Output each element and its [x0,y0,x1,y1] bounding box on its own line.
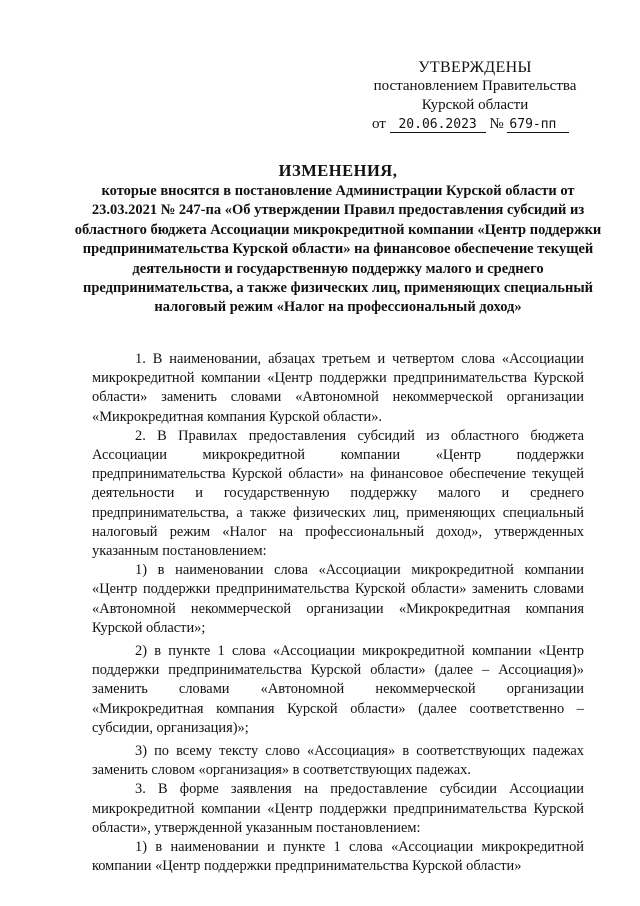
heading-subtitle: которые вносятся в постановление Администрации Курской области от 23.03.2021 № 247-па «Об утверждении Правил предоставления субсидий из областного бюджета Ассоциации микрокредитной компании «Центр поддержки предпринимательства Курской области» на финансовое обеспечение текущей деятельности и государственную поддержку малого и среднего предпринимательства, а также физических лиц, применяющих специальный налоговый режим «Налог на профессиональный доход» [74,183,602,316]
approval-date: 20.06.2023 [390,117,486,133]
paragraph-6: 3. В форме заявления на предоставление субсидии Ассоциации микрокредитной компании «Центр поддержки предпринимательства Курской области», утвержденной указанным постановлением: [92,781,584,836]
approval-line-2: Курской области [421,97,529,113]
date-prefix: от [372,116,386,132]
approval-date-line [364,115,586,134]
heading-title: ИЗМЕНЕНИЯ, [278,161,398,180]
approval-number: 679-пп [507,117,569,133]
paragraph-3: 1) в наименовании слова «Ассоциации микрокредитной компании «Центр поддержки предпринимательства Курской области» заменить словами «Автономной некоммерческой организации «Микрокредитная компания Курской области»; [92,562,584,636]
approval-line-1: постановлением Правительства [373,78,577,94]
approval-title: УТВЕРЖДЕНЫ [418,59,532,76]
paragraph-5: 3) по всему тексту слово «Ассоциация» в соответствующих падежах заменить словом «организация» в соответствующих падежах. [92,743,584,779]
document-heading [72,160,604,318]
paragraph-4: 2) в пункте 1 слова «Ассоциации микрокредитной компании «Центр поддержки предпринимательства Курской области» (далее – Ассоциация)» заменить словами «Автономной некоммерческой организации «Микрокредитная компания Курской области» (далее соответственно – субсидии, организация)»; [92,643,584,736]
approval-stamp [364,58,586,134]
paragraph-7: 1) в наименовании и пункте 1 слова «Ассоциации микрокредитной компании «Центр поддержки предпринимательства Курской области» [92,839,584,875]
paragraph-1: 1. В наименовании, абзацах третьем и четвертом слова «Ассоциации микрокредитной компании «Центр поддержки предпринимательства Курской области» заменить словами «Автономной некоммерческой организации «Микрокредитная компания Курской области». [92,351,584,425]
paragraph-2: 2. В Правилах предоставления субсидий из областного бюджета Ассоциации микрокредитной компании «Центр поддержки предпринимательства Курской области» на финансовое обеспечение текущей деятельности и государственную поддержку малого и среднего предпринимательства, а также физических лиц, применяющих специальный налоговый режим «Налог на профессиональный доход», утвержденных указанным постановлением: [92,427,584,560]
document-body [92,350,584,876]
number-prefix: № [489,116,504,132]
